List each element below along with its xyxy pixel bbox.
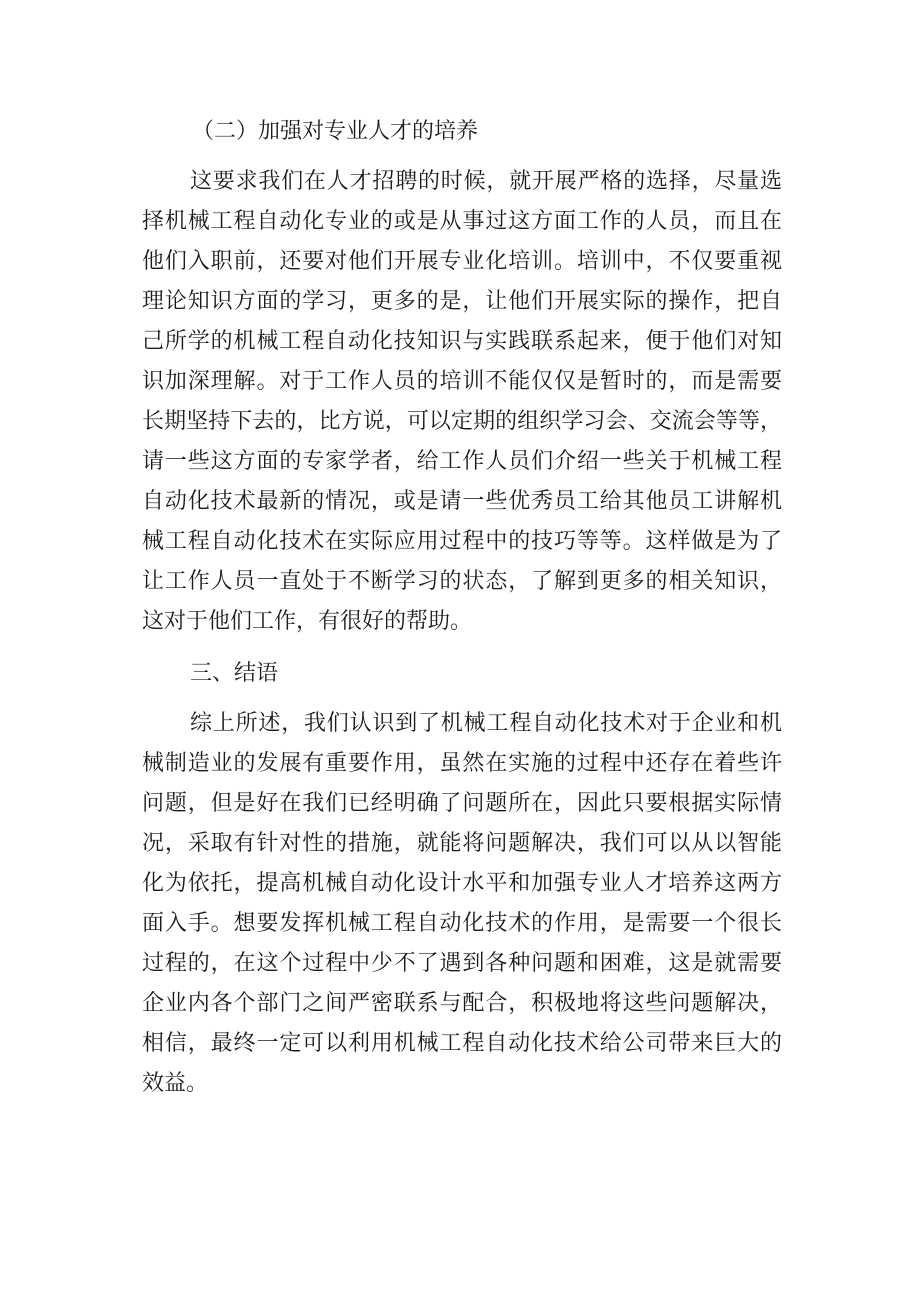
section-3-line-9: 相信，最终一定可以利用机械工程自动化技术给公司带来巨大的 xyxy=(142,1031,782,1056)
section-3-line-10: 效益。 xyxy=(142,1071,209,1096)
section-3-line-1: 综上所述，我们认识到了机械工程自动化技术对于企业和机 xyxy=(190,711,782,736)
section-2-line-10: 械工程自动化技术在实际应用过程中的技巧等等。这样做是为了 xyxy=(142,529,782,554)
section-3-line-4: 况，采取有针对性的措施，就能将问题解决，我们可以从以智能 xyxy=(142,831,782,856)
section-2-line-9: 自动化技术最新的情况，或是请一些优秀员工给其他员工讲解机 xyxy=(142,489,782,514)
section-2-line-12: 这对于他们工作，有很好的帮助。 xyxy=(142,609,473,634)
section-2-heading: （二）加强对专业人才的培养 xyxy=(192,119,479,144)
section-2-line-2: 择机械工程自动化专业的或是从事过这方面工作的人员，而且在 xyxy=(142,209,782,234)
section-2-line-1: 这要求我们在人才招聘的时候，就开展严格的选择，尽量选 xyxy=(190,169,782,194)
section-3-line-7: 过程的，在这个过程中少不了遇到各种问题和困难，这是就需要 xyxy=(142,951,782,976)
section-3-line-8: 企业内各个部门之间严密联系与配合，积极地将这些问题解决， xyxy=(142,991,782,1016)
section-3-line-6: 面入手。想要发挥机械工程自动化技术的作用，是需要一个很长 xyxy=(142,911,782,936)
section-2-line-11: 让工作人员一直处于不断学习的状态，了解到更多的相关知识， xyxy=(142,569,782,594)
section-2-line-4: 理论知识方面的学习，更多的是，让他们开展实际的操作，把自 xyxy=(142,289,782,314)
section-3-heading: 三、结语 xyxy=(190,661,279,686)
section-2-line-7: 长期坚持下去的，比方说，可以定期的组织学习会、交流会等等， xyxy=(142,409,782,434)
section-3-line-2: 械制造业的发展有重要作用，虽然在实施的过程中还存在着些许 xyxy=(142,751,782,776)
section-2-line-6: 识加深理解。对于工作人员的培训不能仅仅是暂时的，而是需要 xyxy=(142,369,782,394)
section-2-line-5: 己所学的机械工程自动化技知识与实践联系起来，便于他们对知 xyxy=(142,329,782,354)
section-3-line-5: 化为依托，提高机械自动化设计水平和加强专业人才培养这两方 xyxy=(142,871,782,896)
section-2-line-3: 他们入职前，还要对他们开展专业化培训。培训中，不仅要重视 xyxy=(142,249,782,274)
section-2-line-8: 请一些这方面的专家学者，给工作人员们介绍一些关于机械工程 xyxy=(142,449,782,474)
section-3-line-3: 问题，但是好在我们已经明确了问题所在，因此只要根据实际情 xyxy=(142,791,782,816)
